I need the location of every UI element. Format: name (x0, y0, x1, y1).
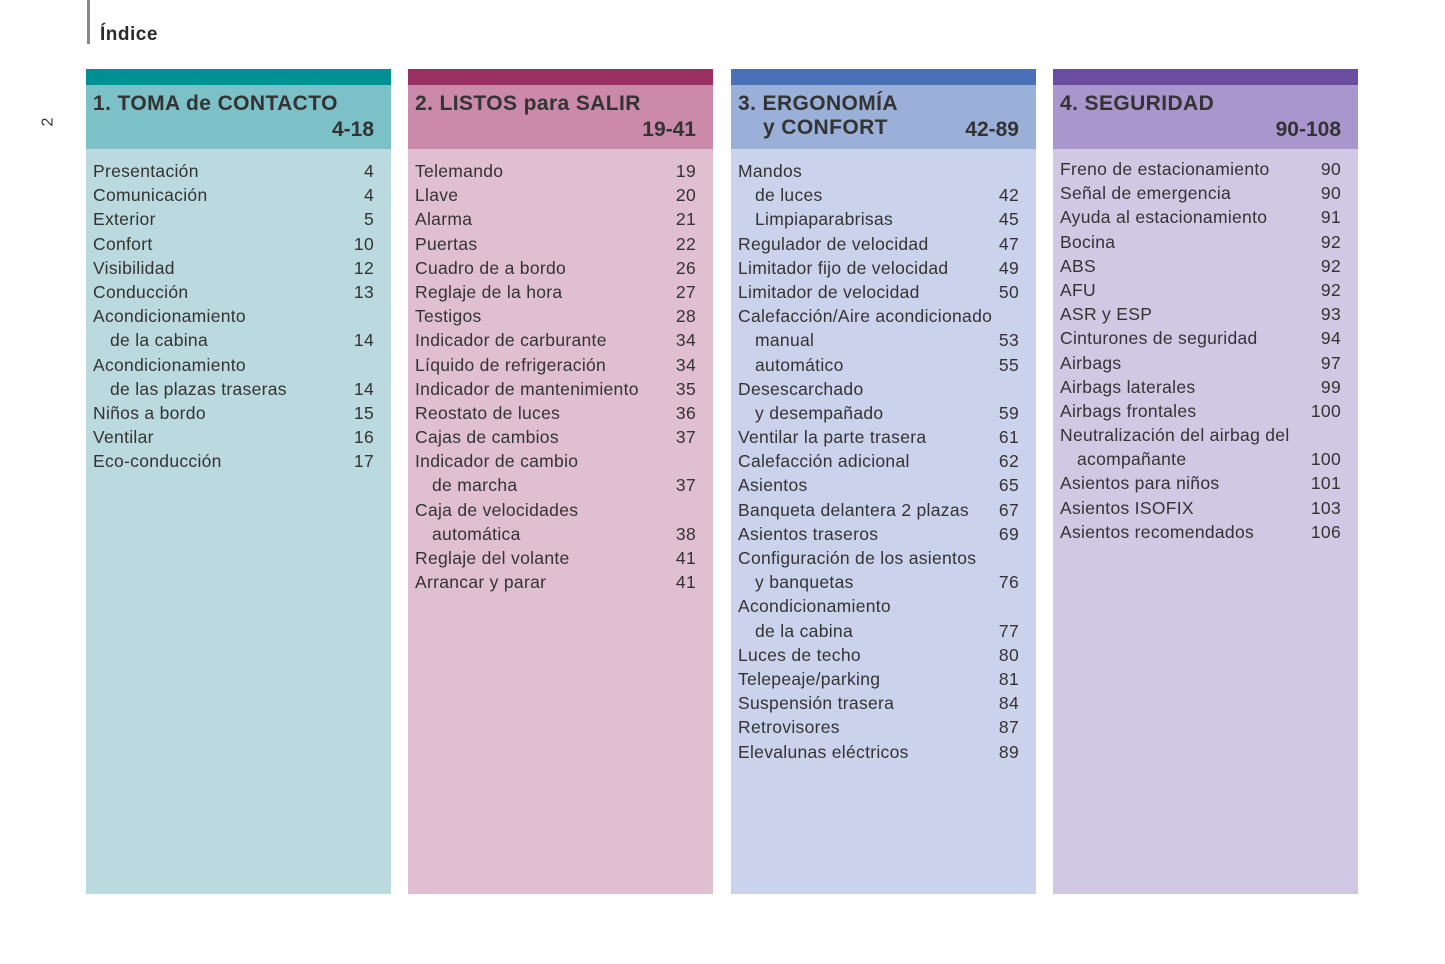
index-entry[interactable] (738, 256, 1019, 280)
index-entry[interactable] (738, 740, 1019, 764)
entry-page-number: 36 (675, 402, 696, 423)
entry-label: Limpiaparabrisas (755, 209, 894, 230)
entry-label: Acondicionamiento (93, 306, 246, 327)
entry-label: AFU (1060, 279, 1096, 300)
index-entry[interactable] (1060, 375, 1341, 399)
section-listos-para-salir (408, 69, 713, 894)
entry-label: Eco-conducción (93, 451, 222, 472)
index-entry[interactable] (738, 328, 1019, 352)
entry-page-number: 38 (675, 523, 696, 544)
index-entry[interactable] (415, 425, 696, 449)
index-entry[interactable] (1060, 157, 1341, 181)
entry-page-number: 106 (1310, 521, 1341, 542)
entry-label: Luces de techo (738, 644, 861, 665)
index-entry[interactable] (415, 377, 696, 401)
entry-label: automático (755, 354, 844, 375)
index-entry[interactable] (1060, 302, 1341, 326)
entry-label: de la cabina (755, 620, 853, 641)
entry-label: Indicador de cambio (415, 451, 579, 472)
entry-page-number: 61 (998, 427, 1019, 448)
entry-page-number: 37 (675, 475, 696, 496)
entry-label: Reglaje del volante (415, 548, 570, 568)
section-entry-list (1060, 157, 1341, 544)
entry-page-number: 4 (363, 161, 374, 181)
index-entry[interactable] (93, 256, 374, 280)
entry-page-number: 50 (998, 281, 1019, 302)
entry-label: Arrancar y parar (415, 572, 547, 593)
entry-page-number: 37 (675, 427, 696, 448)
index-entry[interactable] (1060, 278, 1341, 302)
entry-label: Bocina (1060, 231, 1116, 252)
entry-page-number: 69 (998, 523, 1019, 544)
section-toma-de-contacto (86, 69, 391, 894)
entry-page-number: 87 (998, 717, 1019, 738)
index-entry[interactable] (738, 353, 1019, 377)
index-entry[interactable] (738, 715, 1019, 739)
entry-label: Regulador de velocidad (738, 233, 929, 254)
entry-label: Presentación (93, 161, 199, 181)
entry-label: Asientos para niños (1060, 473, 1220, 494)
entry-label: ABS (1060, 255, 1096, 276)
index-entry[interactable] (738, 594, 1019, 618)
entry-page-number: 91 (1320, 207, 1341, 228)
entry-label: Airbags laterales (1060, 376, 1196, 397)
entry-label: Airbags (1060, 352, 1122, 373)
entry-label: Asientos ISOFIX (1060, 497, 1194, 518)
entry-label: Indicador de mantenimiento (415, 378, 639, 399)
entry-label: Limitador de velocidad (738, 281, 920, 302)
entry-page-number: 99 (1320, 376, 1341, 397)
index-entry[interactable] (1060, 351, 1341, 375)
section-title: 2. LISTOS para SALIR (415, 92, 641, 115)
entry-page-number: 34 (675, 354, 696, 375)
entry-label: y banquetas (755, 572, 854, 593)
entry-page-number: 65 (998, 475, 1019, 496)
entry-page-number: 21 (675, 209, 696, 230)
index-entry[interactable] (1060, 205, 1341, 229)
section-title: 1. TOMA de CONTACTO (93, 92, 338, 115)
entry-label: Exterior (93, 209, 156, 230)
index-entry[interactable] (738, 691, 1019, 715)
entry-page-number: 62 (998, 451, 1019, 472)
index-entry[interactable] (1060, 447, 1341, 471)
entry-page-number: 28 (675, 306, 696, 327)
index-entry[interactable] (415, 159, 696, 183)
entry-page-number: 53 (998, 330, 1019, 351)
index-entry[interactable] (738, 449, 1019, 473)
entry-label: Reglaje de la hora (415, 281, 563, 302)
index-entry[interactable] (93, 183, 374, 207)
entry-page-number: 92 (1320, 255, 1341, 276)
index-entry[interactable] (1060, 520, 1341, 544)
entry-page-number: 35 (675, 378, 696, 399)
index-entry[interactable] (415, 280, 696, 304)
entry-label: Alarma (415, 209, 473, 230)
entry-page-number: 15 (353, 402, 374, 423)
section-page-range: 4-18 (331, 118, 374, 141)
entry-label: Banqueta delantera 2 plazas (738, 499, 969, 520)
index-entry[interactable] (415, 546, 696, 570)
entry-page-number: 17 (353, 451, 374, 472)
entry-label: ASR y ESP (1060, 304, 1153, 325)
entry-label: Suspensión trasera (738, 693, 895, 714)
index-entry[interactable] (1060, 471, 1341, 495)
entry-page-number: 92 (1320, 231, 1341, 252)
index-entry[interactable] (738, 619, 1019, 643)
entry-label: manual (755, 330, 815, 351)
entry-label: Testigos (415, 306, 482, 327)
entry-label: Cinturones de seguridad (1060, 328, 1258, 349)
index-entry[interactable] (93, 159, 374, 183)
entry-page-number: 77 (998, 620, 1019, 641)
section-entry-list (415, 159, 696, 594)
entry-label: de luces (755, 185, 823, 206)
index-entry[interactable] (738, 159, 1019, 183)
section-title: 4. SEGURIDAD (1060, 92, 1215, 115)
entry-page-number: 101 (1310, 473, 1341, 494)
entry-page-number: 81 (998, 668, 1019, 689)
section-color-bar (731, 69, 1036, 85)
entry-label: Cajas de cambios (415, 427, 559, 448)
page-number: 2 (39, 117, 57, 127)
entry-page-number: 100 (1310, 400, 1341, 421)
entry-label: Neutralización del airbag del (1060, 425, 1290, 446)
entry-label: Desescarchado (738, 378, 864, 399)
index-entry[interactable] (415, 522, 696, 546)
section-color-bar (86, 69, 391, 85)
index-entry[interactable] (738, 522, 1019, 546)
entry-label: Acondicionamiento (738, 596, 891, 617)
entry-label: Calefacción adicional (738, 451, 910, 472)
section-entry-list (93, 159, 374, 473)
index-entry[interactable] (415, 353, 696, 377)
entry-label: Visibilidad (93, 257, 175, 278)
section-color-bar (408, 69, 713, 85)
entry-label: Asientos recomendados (1060, 521, 1255, 542)
entry-page-number: 14 (353, 378, 374, 399)
index-entry[interactable] (738, 183, 1019, 207)
entry-page-number: 12 (353, 257, 374, 278)
index-entry[interactable] (415, 256, 696, 280)
entry-label: Comunicación (93, 185, 208, 206)
index-entry[interactable] (1060, 326, 1341, 350)
entry-page-number: 20 (675, 185, 696, 206)
entry-label: de las plazas traseras (110, 378, 287, 399)
index-entry[interactable] (93, 377, 374, 401)
index-entry[interactable] (415, 183, 696, 207)
index-entry[interactable] (1060, 230, 1341, 254)
entry-page-number: 97 (1320, 352, 1341, 373)
page-title: Índice (100, 24, 158, 45)
entry-label: Retrovisores (738, 717, 840, 738)
index-entry[interactable] (93, 232, 374, 256)
entry-page-number: 100 (1310, 449, 1341, 470)
entry-label: Confort (93, 233, 153, 254)
index-entry[interactable] (415, 498, 696, 522)
index-entry[interactable] (738, 304, 1019, 328)
index-entry[interactable] (738, 667, 1019, 691)
entry-page-number: 103 (1310, 497, 1341, 518)
entry-page-number: 22 (675, 233, 696, 254)
section-color-bar (1053, 69, 1358, 85)
section-header (1053, 85, 1358, 149)
entry-label: Elevalunas eléctricos (738, 741, 909, 762)
entry-page-number: 47 (998, 233, 1019, 254)
entry-label: Limitador fijo de velocidad (738, 257, 949, 278)
index-entry[interactable] (415, 449, 696, 473)
entry-page-number: 5 (363, 209, 374, 230)
index-entry[interactable] (415, 328, 696, 352)
index-entry[interactable] (738, 546, 1019, 570)
section-seguridad (1053, 69, 1358, 894)
section-ergonomia-y-confort (731, 69, 1036, 894)
entry-label: Conducción (93, 281, 189, 302)
section-header (86, 85, 391, 149)
entry-page-number: 55 (998, 354, 1019, 375)
index-entry[interactable] (415, 570, 696, 594)
index-entry[interactable] (415, 401, 696, 425)
entry-page-number: 92 (1320, 279, 1341, 300)
index-entry[interactable] (415, 232, 696, 256)
entry-page-number: 10 (353, 233, 374, 254)
entry-page-number: 27 (675, 281, 696, 302)
entry-label: Cuadro de a bordo (415, 257, 567, 278)
entry-label: Señal de emergencia (1060, 183, 1232, 204)
entry-label: Calefacción/Aire acondicionado (738, 306, 993, 327)
index-entry[interactable] (93, 449, 374, 473)
index-entry[interactable] (738, 643, 1019, 667)
entry-label: Acondicionamiento (93, 354, 246, 375)
entry-page-number: 45 (998, 209, 1019, 230)
entry-page-number: 80 (998, 644, 1019, 665)
entry-page-number: 84 (998, 693, 1019, 714)
entry-label: Freno de estacionamiento (1060, 159, 1270, 179)
index-entry[interactable] (415, 207, 696, 231)
entry-page-number: 14 (353, 330, 374, 351)
index-entry[interactable] (738, 232, 1019, 256)
section-page-range: 42-89 (965, 118, 1019, 141)
entry-label: Ventilar la parte trasera (738, 427, 927, 448)
index-entry[interactable] (1060, 254, 1341, 278)
entry-page-number: 76 (998, 572, 1019, 593)
index-entry[interactable] (1060, 496, 1341, 520)
entry-label: Reostato de luces (415, 402, 561, 423)
entry-label: Mandos (738, 161, 803, 181)
entry-label: Caja de velocidades (415, 499, 579, 520)
section-entry-list (738, 159, 1019, 764)
index-entry[interactable] (1060, 423, 1341, 447)
index-entry[interactable] (93, 280, 374, 304)
entry-page-number: 67 (998, 499, 1019, 520)
entry-label: Llave (415, 185, 459, 206)
entry-label: Niños a bordo (93, 402, 206, 423)
index-entry[interactable] (93, 304, 374, 328)
index-entry[interactable] (93, 328, 374, 352)
entry-page-number: 41 (675, 572, 696, 593)
entry-label: Asientos (738, 475, 808, 496)
section-header (408, 85, 713, 149)
entry-label: acompañante (1077, 449, 1187, 470)
entry-label: automática (432, 523, 521, 544)
entry-label: Ayuda al estacionamiento (1060, 207, 1268, 228)
index-entry[interactable] (93, 425, 374, 449)
entry-page-number: 19 (675, 161, 696, 181)
index-entry[interactable] (738, 377, 1019, 401)
index-entry[interactable] (415, 304, 696, 328)
index-entry[interactable] (738, 473, 1019, 497)
entry-label: de la cabina (110, 330, 208, 351)
entry-page-number: 59 (998, 402, 1019, 423)
index-entry[interactable] (1060, 181, 1341, 205)
index-entry[interactable] (738, 425, 1019, 449)
entry-label: Indicador de carburante (415, 330, 607, 351)
entry-label: Configuración de los asientos (738, 548, 977, 568)
index-entry[interactable] (93, 353, 374, 377)
entry-label: de marcha (432, 475, 518, 496)
entry-label: Líquido de refrigeración (415, 354, 607, 375)
entry-page-number: 49 (998, 257, 1019, 278)
entry-page-number: 26 (675, 257, 696, 278)
entry-page-number: 34 (675, 330, 696, 351)
entry-page-number: 90 (1320, 159, 1341, 179)
entry-page-number: 94 (1320, 328, 1341, 349)
index-entry[interactable] (1060, 399, 1341, 423)
index-entry[interactable] (415, 473, 696, 497)
entry-label: Ventilar (93, 427, 154, 448)
title-accent-bar (87, 0, 90, 44)
entry-label: y desempañado (755, 402, 884, 423)
index-entry[interactable] (738, 498, 1019, 522)
section-header (731, 85, 1036, 149)
entry-page-number: 41 (675, 548, 696, 568)
entry-label: Telemando (415, 161, 504, 181)
entry-page-number: 4 (363, 185, 374, 206)
entry-label: Puertas (415, 233, 478, 254)
index-entry[interactable] (738, 570, 1019, 594)
entry-label: Airbags frontales (1060, 400, 1197, 421)
index-entry[interactable] (738, 207, 1019, 231)
entry-page-number: 93 (1320, 304, 1341, 325)
entry-page-number: 89 (998, 741, 1019, 762)
entry-label: Asientos traseros (738, 523, 879, 544)
index-entry[interactable] (738, 280, 1019, 304)
entry-page-number: 90 (1320, 183, 1341, 204)
entry-page-number: 16 (353, 427, 374, 448)
entry-page-number: 13 (353, 281, 374, 302)
entry-page-number: 42 (998, 185, 1019, 206)
index-entry[interactable] (738, 401, 1019, 425)
entry-label: Telepeaje/parking (738, 668, 881, 689)
index-entry[interactable] (93, 207, 374, 231)
section-title: 3. ERGONOMÍA y CONFORT (738, 92, 898, 139)
section-page-range: 19-41 (642, 118, 696, 141)
section-page-range: 90-108 (1275, 118, 1341, 141)
index-entry[interactable] (93, 401, 374, 425)
